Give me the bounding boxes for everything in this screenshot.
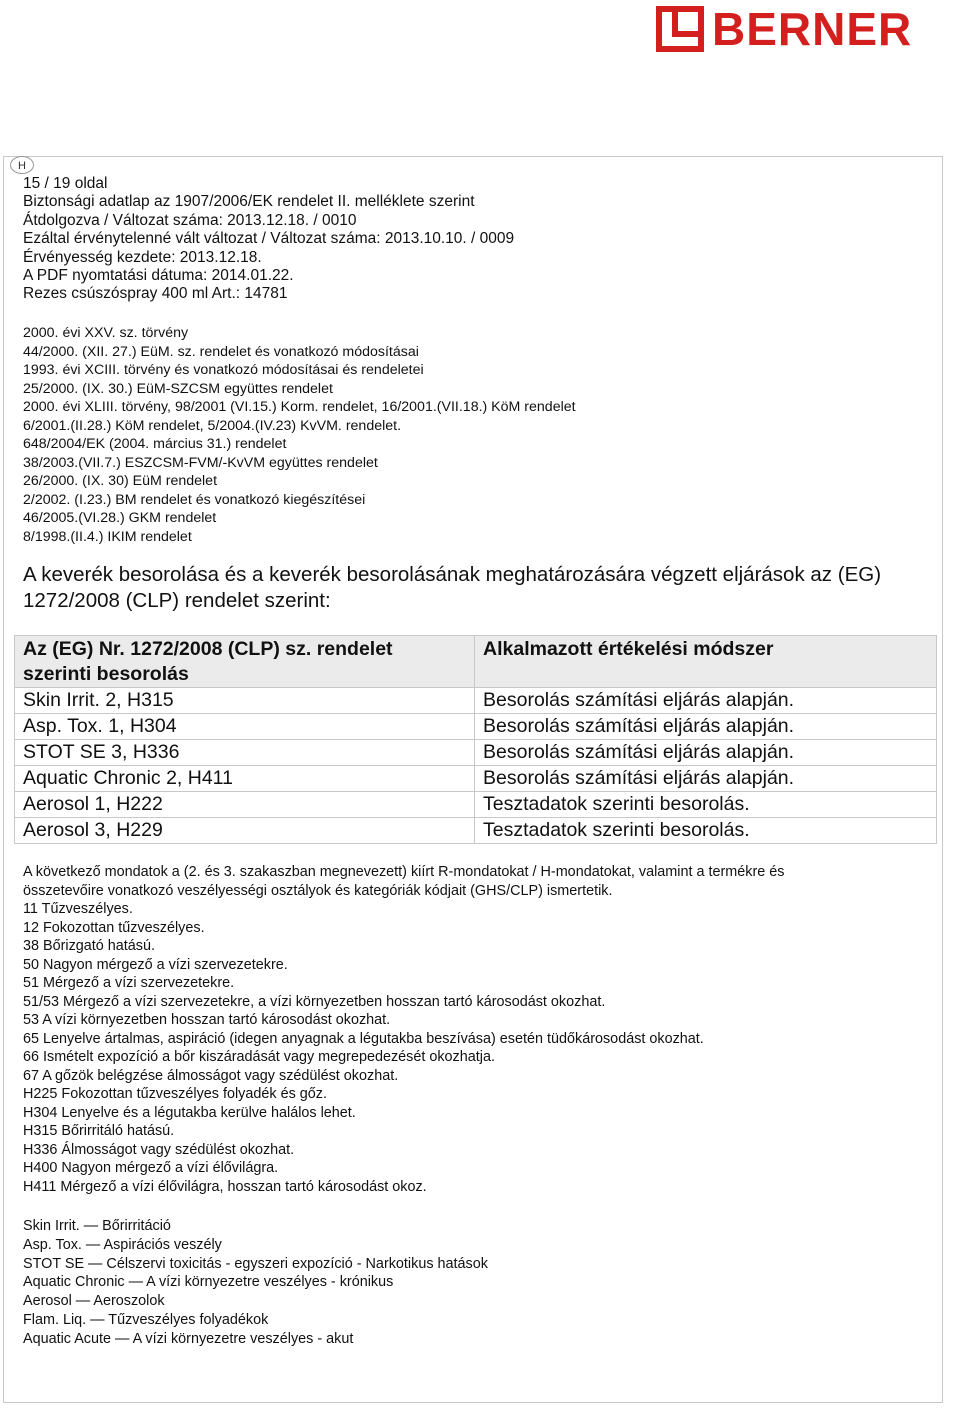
statement-item: H304 Lenyelve és a légutakba kerülve halálos lehet. <box>23 1104 356 1121</box>
regulation-item: 38/2003.(VII.7.) ESZCSM-FVM/-KvVM együttes rendelet <box>23 454 378 471</box>
regulation-item: 648/2004/EK (2004. március 31.) rendelet <box>23 436 287 452</box>
classification-cell: Aerosol 1, H222 <box>15 792 475 818</box>
statement-item: 51/53 Mérgező a vízi szervezetekre, a vízi környezetben hosszan tartó károsodást okozhat. <box>23 993 606 1010</box>
statement-item: 65 Lenyelve ártalmas, aspiráció (idegen anyagnak a légutakba beszívása) esetén tüdőkárosodást okozhat. <box>23 1030 704 1047</box>
table-row <box>15 818 937 844</box>
statement-item: 12 Fokozottan tűzveszélyes. <box>23 919 205 936</box>
superseded-version-line: Ezáltal érvénytelenné vált változat / Változat száma: 2013.10.10. / 0009 <box>23 230 515 248</box>
abbreviation-item: Aquatic Acute — A vízi környezetre veszélyes - akut <box>23 1330 354 1347</box>
statement-item: 66 Ismételt expozíció a bőr kiszáradását vagy megrepedezését okozhatja. <box>23 1049 495 1065</box>
abbreviation-item: Aquatic Chronic — A vízi környezetre veszélyes - krónikus <box>23 1274 394 1291</box>
regulation-item: 1993. évi XCIII. törvény és vonatkozó módosításai és rendeletei <box>23 362 424 378</box>
regulation-item: 2/2002. (I.23.) BM rendelet és vonatkozó kiegészítései <box>23 491 366 508</box>
brand-name: BERNER <box>712 3 913 55</box>
classification-cell: Skin Irrit. 2, H315 <box>15 688 475 714</box>
table-body <box>15 688 937 844</box>
table-row <box>15 714 937 740</box>
column-header-method: Alkalmazott értékelési módszer <box>475 636 937 688</box>
classification-table <box>14 635 937 844</box>
statement-item: 67 A gőzök belégzése álmosságot vagy szédülést okozhat. <box>23 1067 399 1084</box>
abbreviation-item: Asp. Tox. — Aspirációs veszély <box>23 1236 222 1253</box>
statement-item: 38 Bőrizgató hatású. <box>23 938 156 954</box>
statement-item: 50 Nagyon mérgező a vízi szervezetekre. <box>23 956 288 973</box>
method-cell: Besorolás számítási eljárás alapján. <box>475 714 937 740</box>
abbreviation-list <box>23 1217 488 1349</box>
statements-intro: összetevőire vonatkozó veszélyességi osztályok és kategóriák kódjait (GHS/CLP) ismertetik. <box>23 882 613 899</box>
classification-cell: Aquatic Chronic 2, H411 <box>15 766 475 792</box>
method-cell: Besorolás számítási eljárás alapján. <box>475 766 937 792</box>
regulation-item: 44/2000. (XII. 27.) EüM. sz. rendelet és vonatkozó módosításai <box>23 343 419 360</box>
regulation-item: 2000. évi XLIII. törvény, 98/2001 (VI.15.) Korm. rendelet, 16/2001.(VII.18.) KöM rendelet <box>23 399 576 415</box>
method-cell: Besorolás számítási eljárás alapján. <box>475 740 937 766</box>
statement-item: 53 A vízi környezetben hosszan tartó károsodást okozhat. <box>23 1012 391 1028</box>
regulation-item: 6/2001.(II.28.) KöM rendelet, 5/2004.(IV.23) KvVM. rendelet. <box>23 417 402 434</box>
brand-logo <box>656 4 912 54</box>
regulation-item: 8/1998.(II.4.) IKIM rendelet <box>23 528 192 545</box>
regulation-item: 25/2000. (IX. 30.) EüM-SZCSM együttes rendelet <box>23 380 333 397</box>
classification-cell: Asp. Tox. 1, H304 <box>15 714 475 740</box>
table-header-row <box>15 636 937 688</box>
regulation-list <box>23 324 576 546</box>
hazard-statements <box>23 863 923 1196</box>
abbreviation-item: Flam. Liq. — Tűzveszélyes folyadékok <box>23 1311 269 1328</box>
statement-item: H315 Bőrirritáló hatású. <box>23 1123 175 1139</box>
column-header-classification: Az (EG) Nr. 1272/2008 (CLP) sz. rendelet szerinti besorolás <box>15 636 475 688</box>
valid-from-line: Érvényesség kezdete: 2013.12.18. <box>23 248 262 266</box>
abbreviation-item: Skin Irrit. — Bőrirritáció <box>23 1218 171 1234</box>
regulation-item: 2000. évi XXV. sz. törvény <box>23 325 189 341</box>
abbreviation-item: STOT SE — Célszervi toxicitás - egyszeri expozíció - Narkotikus hatások <box>23 1255 488 1272</box>
regulation-item: 46/2005.(VI.28.) GKM rendelet <box>23 510 217 526</box>
statement-item: H336 Álmosságot vagy szédülést okozhat. <box>23 1141 295 1158</box>
classification-cell: STOT SE 3, H336 <box>15 740 475 766</box>
table-row <box>15 740 937 766</box>
print-date-line: A PDF nyomtatási dátuma: 2014.01.22. <box>23 267 294 285</box>
page-number: 15 / 19 oldal <box>23 175 108 192</box>
statement-item: H411 Mérgező a vízi élővilágra, hosszan tartó károsodást okoz. <box>23 1178 427 1195</box>
berner-logo-icon <box>656 6 704 52</box>
table-row <box>15 766 937 792</box>
document-header <box>23 175 514 304</box>
statements-intro: A következő mondatok a (2. és 3. szakaszban megnevezett) kiírt R-mondatokat / H-mondatokat, valamint a termékre és <box>23 864 785 880</box>
table-row <box>15 792 937 818</box>
regulation-item: 26/2000. (IX. 30) EüM rendelet <box>23 473 218 489</box>
statement-item: H225 Fokozottan tűzveszélyes folyadék és gőz. <box>23 1086 327 1102</box>
classification-cell: Aerosol 3, H229 <box>15 818 475 844</box>
table-row <box>15 688 937 714</box>
document-type: Biztonsági adatlap az 1907/2006/EK rendelet II. melléklete szerint <box>23 193 475 211</box>
statement-item: H400 Nagyon mérgező a vízi élővilágra. <box>23 1160 279 1176</box>
abbreviation-item: Aerosol — Aeroszolok <box>23 1293 165 1310</box>
method-cell: Tesztadatok szerinti besorolás. <box>475 792 937 818</box>
statement-item: 51 Mérgező a vízi szervezetekre. <box>23 975 235 991</box>
method-cell: Besorolás számítási eljárás alapján. <box>475 688 937 714</box>
method-cell: Tesztadatok szerinti besorolás. <box>475 818 937 844</box>
revision-line: Átdolgozva / Változat száma: 2013.12.18. / 0010 <box>23 211 357 229</box>
statement-item: 11 Tűzveszélyes. <box>23 901 133 917</box>
language-icon: H <box>10 156 34 174</box>
product-name-line: Rezes csúszóspray 400 ml Art.: 14781 <box>23 285 288 303</box>
classification-title: A keverék besorolása és a keverék besorolásának meghatározására végzett eljárások az (EG) 1272/2008 (CLP) rendelet szerint: <box>23 563 882 612</box>
